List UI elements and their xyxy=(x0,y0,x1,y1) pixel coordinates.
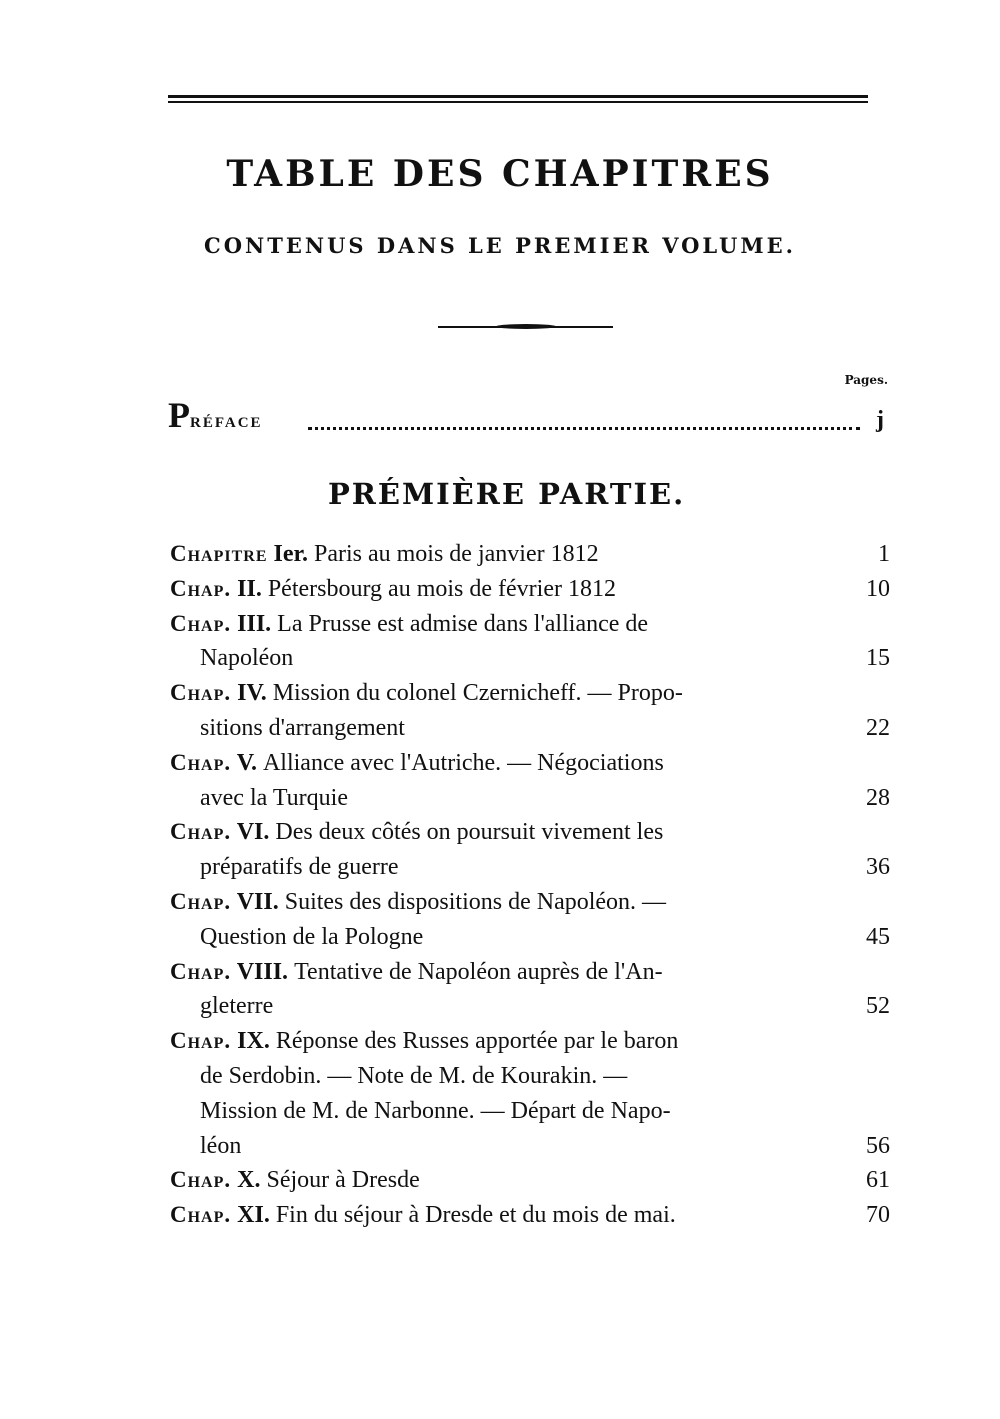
chapter-label: Chap. xyxy=(170,1028,232,1054)
chapter-title-text: gleterre xyxy=(200,993,274,1020)
dot-leader xyxy=(308,427,860,430)
chapter-title-text: Mission de M. de Narbonne. — Départ de Napo- xyxy=(200,1097,671,1124)
chapter-title-text: Mission du colonel Czernicheff. — Propo- xyxy=(272,680,683,707)
chapter-entry xyxy=(170,1163,890,1198)
chapter-number: II. xyxy=(231,575,268,602)
chapter-line xyxy=(170,641,830,676)
chapter-page: 1 xyxy=(878,541,890,567)
chapter-label: Chap. xyxy=(170,1202,232,1228)
chapter-page: 28 xyxy=(866,784,890,811)
chapter-label: Chap. xyxy=(170,1167,232,1193)
chapter-title-text: Séjour à Dresde xyxy=(266,1167,420,1194)
chapter-line xyxy=(170,815,830,850)
chapter-number: VI. xyxy=(231,819,276,846)
chapter-title-text: Question de la Pologne xyxy=(200,923,424,950)
chapter-label: Chapitre xyxy=(170,541,268,566)
chapter-number: X. xyxy=(231,1167,267,1194)
preface-page: j xyxy=(876,407,884,433)
chapter-entry xyxy=(170,537,890,572)
ornamental-rule xyxy=(438,324,613,330)
chapter-line xyxy=(170,746,830,781)
chapter-page: 56 xyxy=(866,1132,890,1159)
chapter-page: 52 xyxy=(866,993,890,1020)
chapter-line xyxy=(170,537,830,572)
chapter-entry xyxy=(170,885,890,955)
chapter-line xyxy=(170,781,830,816)
chapter-title-text: Des deux côtés on poursuit vivement les xyxy=(275,819,664,846)
chapter-title-text: Tentative de Napoléon auprès de l'An- xyxy=(294,958,663,985)
chapter-page: 45 xyxy=(866,923,890,950)
chapter-label: Chap. xyxy=(170,958,232,984)
chapter-label: Chap. xyxy=(170,819,232,845)
pages-column-label: Pages. xyxy=(844,373,888,387)
part-title: PRÉMIÈRE PARTIE. xyxy=(328,477,686,511)
chapter-page: 10 xyxy=(866,575,890,602)
chapter-title-text: préparatifs de guerre xyxy=(200,854,399,881)
chapter-line xyxy=(170,1059,830,1094)
chapter-title-text: avec la Turquie xyxy=(200,784,348,811)
chapter-number: V. xyxy=(231,749,263,776)
chapter-entry xyxy=(170,1198,890,1233)
page-subtitle: CONTENUS DANS LE PREMIER VOLUME. xyxy=(204,233,796,258)
chapter-title-text: Paris au mois de janvier 1812 xyxy=(313,541,599,567)
chapter-line xyxy=(170,676,830,711)
preface-entry xyxy=(168,392,888,440)
preface-label: PRÉFACE xyxy=(168,395,263,435)
chapter-line xyxy=(170,885,830,920)
chapter-title-text: léon xyxy=(200,1132,242,1159)
chapter-page: 36 xyxy=(866,854,890,881)
chapter-title-text: Suites des dispositions de Napoléon. — xyxy=(284,888,667,915)
chapter-number: XI. xyxy=(231,1202,276,1229)
chapter-label: Chap. xyxy=(170,749,232,775)
chapter-line xyxy=(170,955,830,990)
chapter-entry xyxy=(170,607,890,677)
chapter-title-text: La Prusse est admise dans l'alliance de xyxy=(277,610,649,637)
chapter-entry xyxy=(170,955,890,1025)
chapter-label: Chap. xyxy=(170,888,232,914)
chapter-line xyxy=(170,920,830,955)
chapter-title-text: Réponse des Russes apportée par le baron xyxy=(275,1028,679,1055)
chapter-number: IX. xyxy=(231,1028,276,1055)
page-title: TABLE DES CHAPITRES xyxy=(226,153,774,195)
chapter-title-text: Fin du séjour à Dresde et du mois de mai. xyxy=(275,1202,676,1229)
chapter-title-text: de Serdobin. — Note de M. de Kourakin. — xyxy=(200,1062,628,1089)
chapter-title-text: sitions d'arrangement xyxy=(200,714,405,741)
chapter-number: VIII. xyxy=(231,958,295,985)
chapter-title-text: Alliance avec l'Autriche. — Négociations xyxy=(262,749,664,776)
chapter-page: 15 xyxy=(866,645,890,672)
chapter-number: IV. xyxy=(231,680,273,707)
chapter-entry xyxy=(170,1024,890,1163)
chapter-line xyxy=(170,989,830,1024)
chapter-label: Chap. xyxy=(170,575,232,601)
chapter-line xyxy=(170,850,830,885)
chapter-page: 22 xyxy=(866,714,890,741)
chapter-page: 61 xyxy=(866,1167,890,1194)
chapter-list xyxy=(170,537,890,1233)
chapter-line xyxy=(170,1129,830,1164)
chapter-line xyxy=(170,572,830,607)
chapter-line xyxy=(170,1024,830,1059)
chapter-line xyxy=(170,1163,830,1198)
chapter-title-text: Pétersbourg au mois de février 1812 xyxy=(267,575,616,602)
chapter-line xyxy=(170,711,830,746)
chapter-label: Chap. xyxy=(170,680,232,706)
chapter-number: VII. xyxy=(231,888,285,915)
chapter-entry xyxy=(170,815,890,885)
chapter-page: 70 xyxy=(866,1202,890,1229)
chapter-entry xyxy=(170,746,890,816)
chapter-number: Ier. xyxy=(267,541,314,567)
chapter-line xyxy=(170,1198,830,1233)
chapter-number: III. xyxy=(231,610,278,637)
chapter-line xyxy=(170,1094,830,1129)
chapter-line xyxy=(170,607,830,642)
chapter-label: Chap. xyxy=(170,610,232,636)
chapter-entry xyxy=(170,572,890,607)
top-double-rule xyxy=(168,93,868,105)
chapter-title-text: Napoléon xyxy=(200,645,294,672)
chapter-entry xyxy=(170,676,890,746)
